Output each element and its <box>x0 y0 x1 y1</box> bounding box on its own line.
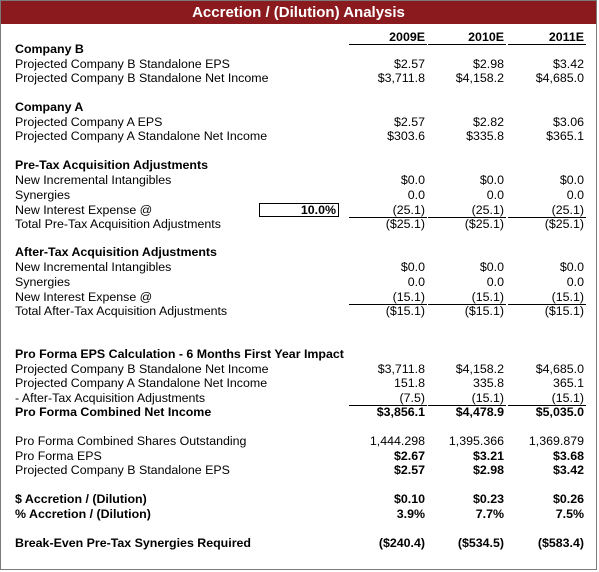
table-row <box>0 449 599 464</box>
table-row <box>0 275 599 290</box>
cell-value: $3.21 <box>472 449 504 463</box>
cell-value: $3,711.8 <box>377 71 425 85</box>
cell-value: $0.0 <box>400 173 425 187</box>
cell-value: ($240.4) <box>378 536 425 550</box>
cell-value: (15.1) <box>551 391 584 405</box>
cell-value: $0.0 <box>559 173 584 187</box>
row-label: Total After-Tax Acquisition Adjustments <box>15 304 228 318</box>
row-label: Projected Company A Standalone Net Income <box>15 376 268 390</box>
row-label: Pro Forma Combined Shares Outstanding <box>15 434 247 448</box>
table-row <box>0 57 599 72</box>
row-label: Synergies <box>15 188 71 202</box>
cell-value: $0.23 <box>472 492 504 506</box>
section-heading-company-a <box>0 100 599 115</box>
cell-value: $0.0 <box>400 260 425 274</box>
cell-value: (15.1) <box>551 290 584 304</box>
row-label: Total Pre-Tax Acquisition Adjustments <box>15 217 221 231</box>
cell-value: $4,685.0 <box>535 71 584 85</box>
section-heading: After-Tax Acquisition Adjustments <box>15 245 217 259</box>
row-label: Break-Even Pre-Tax Synergies Required <box>15 536 251 550</box>
table-row <box>0 129 599 144</box>
cell-value: $5,035.0 <box>535 405 584 419</box>
cell-value: ($583.4) <box>537 536 584 550</box>
row-label: Projected Company B Standalone Net Income <box>15 71 269 85</box>
cell-value: (7.5) <box>399 391 425 405</box>
cell-value: $3.42 <box>552 463 584 477</box>
row-label: Pro Forma Combined Net Income <box>15 405 212 419</box>
cell-value: (25.1) <box>392 203 425 217</box>
cell-value: ($15.1) <box>385 304 425 318</box>
cell-value: $3,856.1 <box>376 405 425 419</box>
section-heading-pretax <box>0 158 599 173</box>
section-heading-aftertax <box>0 245 599 260</box>
cell-value: $2.57 <box>393 57 425 71</box>
table-row <box>0 376 599 391</box>
cell-value: (25.1) <box>551 203 584 217</box>
table-row <box>0 290 599 305</box>
table-row <box>0 71 599 86</box>
cell-value: 1,444.298 <box>369 434 425 448</box>
cell-value: 1,395.366 <box>448 434 504 448</box>
cell-value: $303.6 <box>387 129 425 143</box>
cell-value: ($25.1) <box>464 217 504 231</box>
table-row <box>0 507 599 522</box>
section-heading: Pro Forma EPS Calculation - 6 Months First Year Impact <box>15 347 344 361</box>
table-row <box>0 405 599 420</box>
table-row <box>0 434 599 449</box>
cell-value: $3,711.8 <box>377 362 425 376</box>
cell-value: $3.68 <box>552 449 584 463</box>
cell-value: 335.8 <box>472 376 504 390</box>
cell-value: $4,158.2 <box>455 71 504 85</box>
row-label: Synergies <box>15 275 71 289</box>
cell-value: 7.5% <box>555 507 584 521</box>
table-row <box>0 391 599 406</box>
row-label: Projected Company B Standalone Net Income <box>15 362 269 376</box>
table-row <box>0 115 599 130</box>
cell-value: $4,478.9 <box>455 405 504 419</box>
table-row <box>0 188 599 203</box>
row-label: Pro Forma EPS <box>15 449 102 463</box>
cell-value: 0.0 <box>486 275 504 289</box>
cell-value: $0.0 <box>559 260 584 274</box>
interest-rate-input[interactable]: 10.0% <box>259 203 339 217</box>
cell-value: 7.7% <box>475 507 504 521</box>
table-row <box>0 173 599 188</box>
cell-value: $2.82 <box>472 115 504 129</box>
cell-value: $4,158.2 <box>455 362 504 376</box>
cell-value: (15.1) <box>471 391 504 405</box>
section-heading: Company B <box>15 42 84 56</box>
section-heading: Company A <box>15 100 84 114</box>
row-label: Projected Company A Standalone Net Income <box>15 129 268 143</box>
row-label: Projected Company A EPS <box>15 115 163 129</box>
table-row <box>0 362 599 377</box>
row-label: New Interest Expense @ <box>15 290 153 304</box>
cell-value: $3.42 <box>552 57 584 71</box>
row-label: New Interest Expense @ <box>15 203 153 217</box>
row-label: Projected Company B Standalone EPS <box>15 57 230 71</box>
cell-value: 0.0 <box>566 188 584 202</box>
table-row <box>0 304 599 319</box>
section-heading-proforma <box>0 347 599 362</box>
cell-value: $2.67 <box>393 449 425 463</box>
row-label: New Incremental Intangibles <box>15 260 172 274</box>
row-label: - After-Tax Acquisition Adjustments <box>15 391 206 405</box>
cell-value: ($25.1) <box>385 217 425 231</box>
cell-value: $2.57 <box>393 463 425 477</box>
cell-value: 151.8 <box>393 376 425 390</box>
cell-value: $335.8 <box>466 129 504 143</box>
year-header: 2009E <box>389 30 425 44</box>
cell-value: $4,685.0 <box>535 362 584 376</box>
cell-value: $3.06 <box>552 115 584 129</box>
row-label: Projected Company B Standalone EPS <box>15 463 230 477</box>
table-title: Accretion / (Dilution) Analysis <box>1 1 596 24</box>
cell-value: $0.10 <box>393 492 425 506</box>
section-heading: Pre-Tax Acquisition Adjustments <box>15 158 208 172</box>
cell-value: $2.57 <box>393 115 425 129</box>
cell-value: (15.1) <box>392 290 425 304</box>
row-label: New Incremental Intangibles <box>15 173 172 187</box>
cell-value: $2.98 <box>472 463 504 477</box>
table-row <box>0 536 599 551</box>
cell-value: 0.0 <box>486 188 504 202</box>
cell-value: 3.9% <box>396 507 425 521</box>
cell-value: $365.1 <box>546 129 584 143</box>
cell-value: 0.0 <box>566 275 584 289</box>
cell-value: ($15.1) <box>464 304 504 318</box>
cell-value: ($534.5) <box>457 536 504 550</box>
cell-value: 1,369.879 <box>528 434 584 448</box>
cell-value: 0.0 <box>407 188 425 202</box>
cell-value: (25.1) <box>471 203 504 217</box>
cell-value: ($15.1) <box>544 304 584 318</box>
table-row <box>0 492 599 507</box>
cell-value: $0.0 <box>479 260 504 274</box>
cell-value: ($25.1) <box>544 217 584 231</box>
year-header: 2011E <box>548 30 584 44</box>
row-label: % Accretion / (Dilution) <box>15 507 151 521</box>
table-row <box>0 463 599 478</box>
cell-value: (15.1) <box>471 290 504 304</box>
cell-value: 365.1 <box>552 376 584 390</box>
table-row <box>0 217 599 232</box>
year-header: 2010E <box>468 30 504 44</box>
table-row <box>0 260 599 275</box>
row-label: $ Accretion / (Dilution) <box>15 492 147 506</box>
section-heading-company-b <box>0 42 599 57</box>
cell-value: $0.0 <box>479 173 504 187</box>
cell-value: $2.98 <box>472 57 504 71</box>
cell-value: $0.26 <box>552 492 584 506</box>
cell-value: 0.0 <box>407 275 425 289</box>
